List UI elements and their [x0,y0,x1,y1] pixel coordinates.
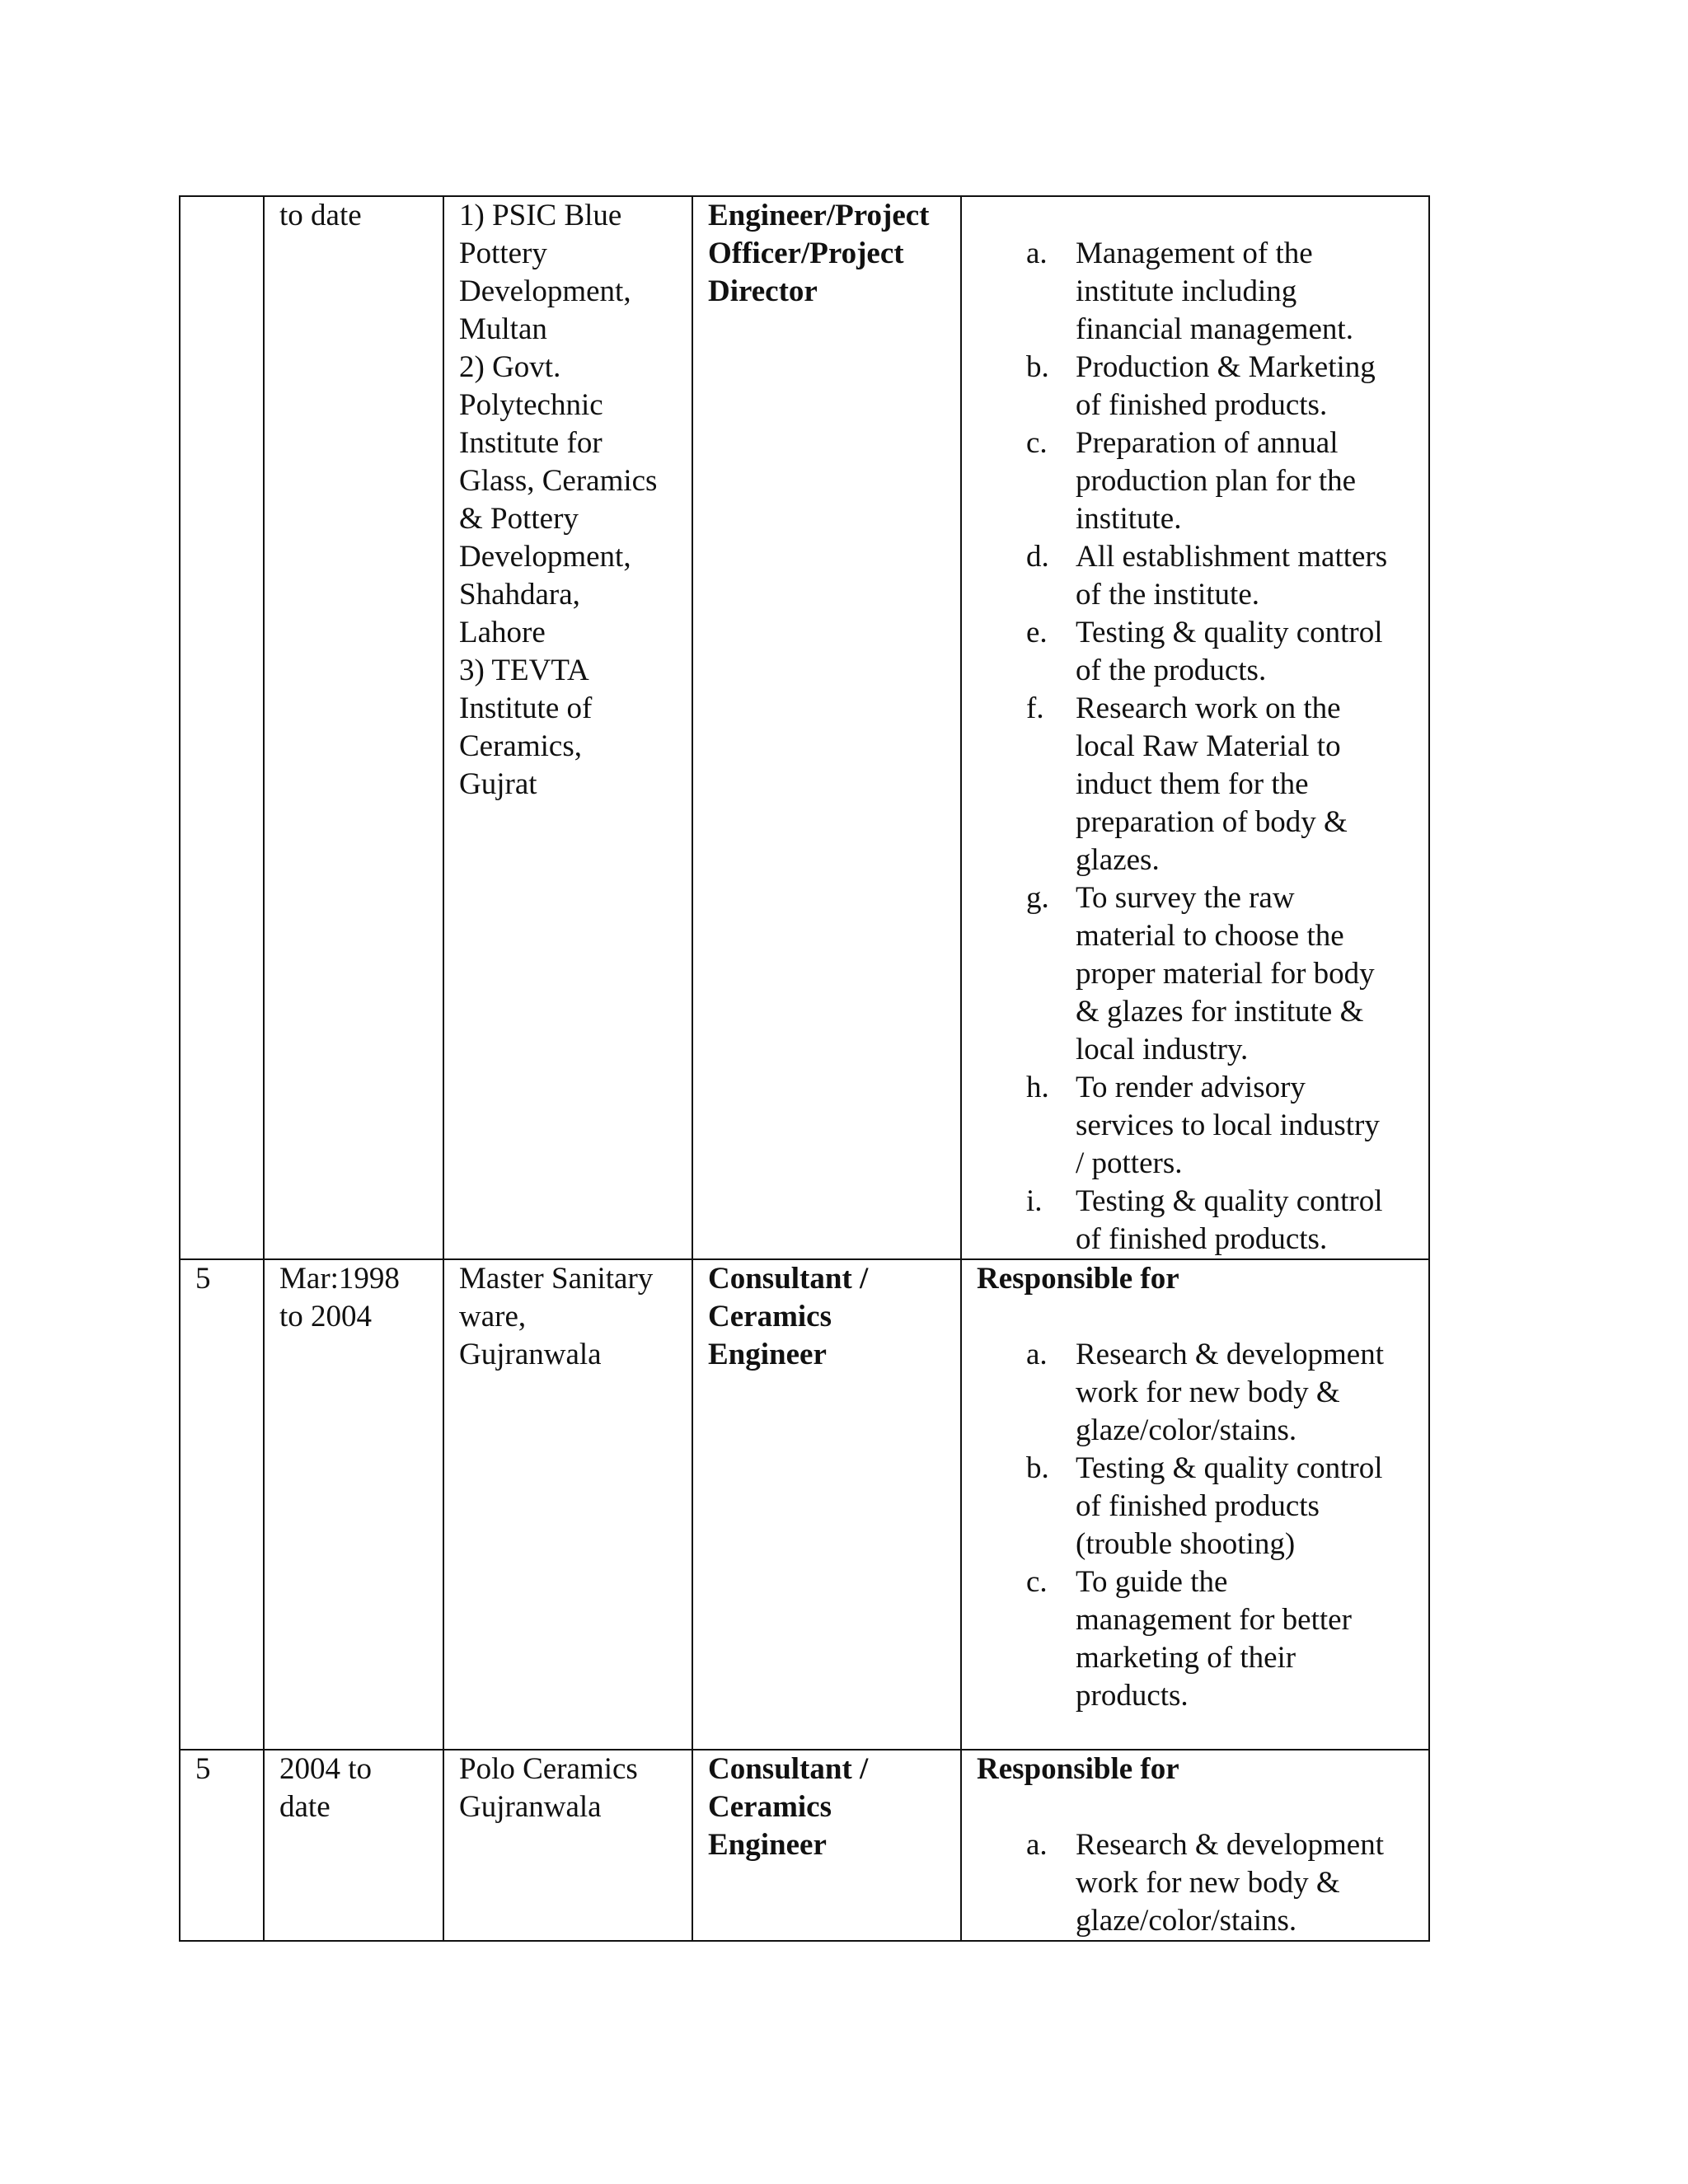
organization-line: ware, [459,1300,527,1333]
table-row [180,1259,1429,1750]
item-line: of the products. [1076,654,1267,687]
organization-line: Ceramics, [459,729,582,763]
item-line: financial management. [1076,312,1353,346]
item-line: & glazes for institute & [1076,995,1364,1029]
spacer [977,1298,1420,1336]
item-line: (trouble shooting) [1076,1527,1296,1561]
item-text [1076,1450,1420,1563]
item-line: institute. [1076,502,1182,536]
item-line: Testing & quality control [1076,616,1383,649]
item-line: products. [1076,1679,1189,1713]
item-line: Research & development [1076,1828,1384,1862]
item-text [1076,1183,1420,1258]
organization-line: 3) TEVTA [459,654,589,687]
designation-cell [692,1259,961,1750]
organization-line: Development, [459,540,631,574]
spacer [977,197,1420,235]
organization-line: Shahdara, [459,578,580,612]
organization-line: Development, [459,274,631,308]
item-text [1076,1069,1420,1183]
item-line: / potters. [1076,1146,1183,1180]
item-marker: e. [1026,616,1048,649]
table-row [180,196,1429,1259]
item-line: To guide the [1076,1565,1228,1599]
serial-no-cell [180,196,264,1259]
responsibility-item [977,690,1420,879]
item-line: Testing & quality control [1076,1451,1383,1485]
designation-line: Consultant / [708,1262,869,1296]
responsibility-item [977,879,1420,1069]
item-line: Preparation of annual [1076,426,1339,460]
item-line: of finished products [1076,1489,1320,1523]
responsibilities-heading: Responsible for [977,1262,1179,1296]
period-line: to 2004 [279,1300,373,1333]
item-marker: a. [1026,1338,1048,1371]
item-line: institute including [1076,274,1297,308]
item-line: work for new body & [1076,1866,1340,1900]
responsibility-item [977,614,1420,690]
serial-no-cell [180,1750,264,1941]
organization-line: 1) PSIC Blue [459,199,622,232]
item-marker: d. [1026,540,1049,574]
responsibilities-heading: Responsible for [977,1752,1179,1786]
responsibility-list [977,1336,1420,1715]
item-text [1076,1336,1420,1450]
item-line: To render advisory [1076,1071,1306,1104]
period-line: to date [279,199,362,232]
item-line: proper material for body [1076,957,1375,991]
organization-line: Institute for [459,426,603,460]
responsibility-item [977,1450,1420,1563]
designation-line: Consultant / [708,1752,869,1786]
item-marker: a. [1026,1828,1048,1862]
item-line: production plan for the [1076,464,1357,498]
designation-cell [692,196,961,1259]
responsibility-item [977,235,1420,349]
item-line: induct them for the [1076,767,1309,801]
designation-line: Engineer [708,1828,827,1862]
responsibilities-cell [961,1259,1429,1750]
responsibility-list [977,235,1420,1258]
item-line: local Raw Material to [1076,729,1341,763]
designation-line: Officer/Project [708,237,904,270]
designation-cell [692,1750,961,1941]
responsibility-item [977,538,1420,614]
responsibility-item [977,1826,1420,1940]
item-line: glaze/color/stains. [1076,1904,1297,1938]
item-marker: a. [1026,237,1048,270]
serial-no: 5 [195,1262,211,1296]
item-line: glazes. [1076,843,1160,877]
item-marker: g. [1026,881,1049,915]
item-line: All establishment matters [1076,540,1388,574]
designation-line: Engineer/Project [708,199,930,232]
responsibilities-cell [961,196,1429,1259]
organization-line: Gujranwala [459,1790,602,1824]
item-line: Research & development [1076,1338,1384,1371]
organization-line: & Pottery [459,502,579,536]
item-line: management for better [1076,1603,1352,1637]
organization-cell [443,1750,692,1941]
period-line: 2004 to [279,1752,373,1786]
organization-line: Glass, Ceramics [459,464,658,498]
item-text [1076,424,1420,538]
item-text [1076,1826,1420,1940]
responsibility-list [977,1826,1420,1940]
organization-line: Gujranwala [459,1338,602,1371]
organization-cell [443,1259,692,1750]
organization-line: Lahore [459,616,546,649]
designation-line: Engineer [708,1338,827,1371]
period-line: Mar:1998 [279,1262,400,1296]
item-text [1076,614,1420,690]
item-line: Testing & quality control [1076,1184,1383,1218]
item-line: local industry. [1076,1033,1249,1066]
serial-no: 5 [195,1752,211,1786]
organization-line: Polo Ceramics [459,1752,638,1786]
item-line: marketing of their [1076,1641,1296,1675]
item-line: work for new body & [1076,1376,1340,1409]
item-text [1076,690,1420,879]
organization-line: Multan [459,312,547,346]
experience-table [179,195,1430,1942]
period-cell [264,1259,443,1750]
responsibility-item [977,1183,1420,1258]
item-marker: b. [1026,350,1049,384]
designation-line: Ceramics [708,1300,832,1333]
period-cell [264,196,443,1259]
responsibility-item [977,349,1420,424]
organization-line: Pottery [459,237,547,270]
organization-line: 2) Govt. [459,350,561,384]
designation-line: Director [708,274,818,308]
item-text [1076,879,1420,1069]
item-line: Research work on the [1076,691,1341,725]
organization-line: Gujrat [459,767,537,801]
designation-line: Ceramics [708,1790,832,1824]
organization-line: Institute of [459,691,593,725]
item-line: of finished products. [1076,1222,1328,1256]
responsibilities-cell [961,1750,1429,1941]
item-marker: b. [1026,1451,1049,1485]
organization-line: Master Sanitary [459,1262,654,1296]
item-line: glaze/color/stains. [1076,1413,1297,1447]
item-marker: h. [1026,1071,1049,1104]
responsibility-item [977,424,1420,538]
serial-no-cell [180,1259,264,1750]
item-marker: c. [1026,426,1048,460]
spacer [977,1788,1420,1826]
responsibility-item [977,1563,1420,1715]
item-text [1076,349,1420,424]
item-marker: f. [1026,691,1044,725]
item-line: of the institute. [1076,578,1259,612]
responsibility-item [977,1336,1420,1450]
organization-line: Polytechnic [459,388,603,422]
item-line: material to choose the [1076,919,1344,953]
item-line: services to local industry [1076,1108,1380,1142]
item-line: Production & Marketing [1076,350,1376,384]
item-line: of finished products. [1076,388,1328,422]
item-line: To survey the raw [1076,881,1295,915]
table-row [180,1750,1429,1941]
organization-cell [443,196,692,1259]
period-line: date [279,1790,331,1824]
item-text [1076,538,1420,614]
item-line: preparation of body & [1076,805,1348,839]
item-marker: c. [1026,1565,1048,1599]
item-marker: i. [1026,1184,1043,1218]
item-text [1076,1563,1420,1715]
item-text [1076,235,1420,349]
responsibility-item [977,1069,1420,1183]
period-cell [264,1750,443,1941]
item-line: Management of the [1076,237,1313,270]
